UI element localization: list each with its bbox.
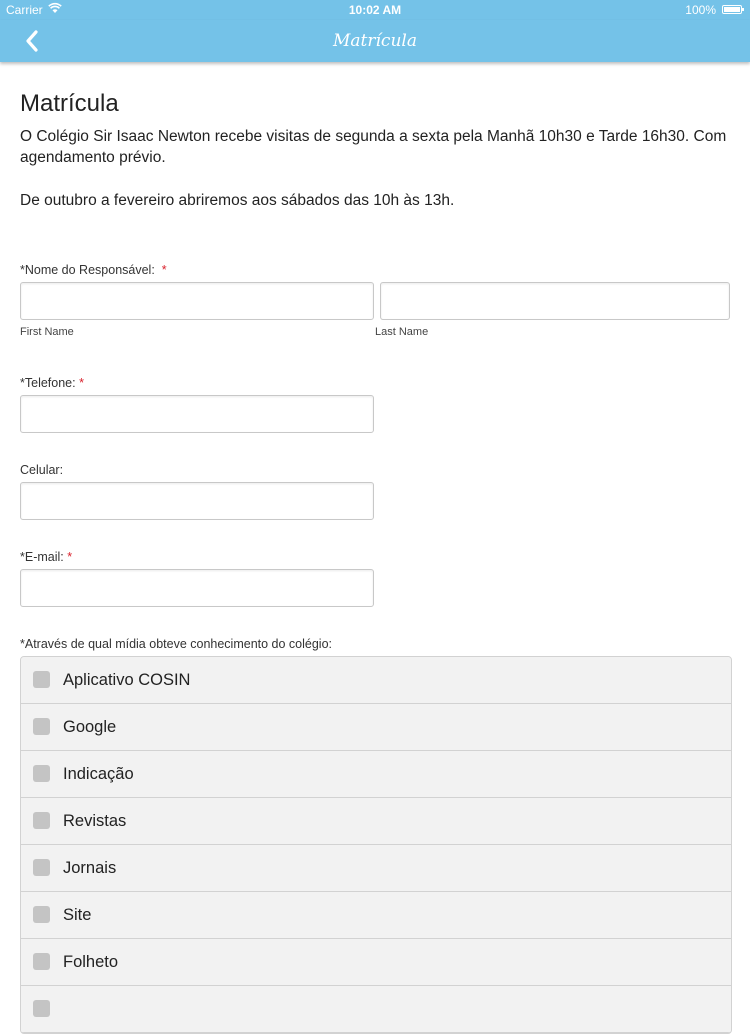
checkbox-icon[interactable] <box>33 765 50 782</box>
required-mark: * <box>161 263 167 277</box>
checkbox-icon[interactable] <box>33 718 50 735</box>
first-name-input[interactable] <box>20 282 374 320</box>
mobile-input[interactable] <box>20 482 374 520</box>
phone-label: *Telefone: * <box>20 376 84 390</box>
media-option-revistas[interactable] <box>21 798 731 845</box>
carrier-label: Carrier <box>6 3 43 17</box>
clock: 10:02 AM <box>348 3 402 17</box>
media-option-site[interactable] <box>21 892 731 939</box>
option-label: Site <box>63 906 92 924</box>
battery-icon <box>722 5 742 14</box>
option-label: Aplicativo COSIN <box>63 671 191 689</box>
email-label: *E-mail: * <box>20 550 73 564</box>
first-name-sublabel: First Name <box>20 326 74 338</box>
media-option-folheto[interactable] <box>21 939 731 986</box>
nav-title: Matrícula <box>333 31 417 51</box>
intro-paragraph-saturdays: De outubro a fevereiro abriremos aos sábados das 10h às 13h. <box>20 192 455 209</box>
checkbox-icon[interactable] <box>33 906 50 923</box>
checkbox-icon[interactable] <box>33 671 50 688</box>
email-input[interactable] <box>20 569 374 607</box>
option-label: Indicação <box>63 765 134 783</box>
media-option-aplicativo-cosin[interactable] <box>21 657 731 704</box>
media-option-partial[interactable] <box>21 986 731 1033</box>
media-option-jornais[interactable] <box>21 845 731 892</box>
phone-input[interactable] <box>20 395 374 433</box>
media-option-indicacao[interactable] <box>21 751 731 798</box>
status-bar <box>0 0 750 20</box>
checkbox-icon[interactable] <box>33 1000 50 1017</box>
checkbox-icon[interactable] <box>33 859 50 876</box>
option-label: Jornais <box>63 859 117 877</box>
intro-section <box>20 90 730 211</box>
required-mark: * <box>67 550 73 564</box>
checkbox-icon[interactable] <box>33 812 50 829</box>
checkbox-icon[interactable] <box>33 953 50 970</box>
media-label: *Através de qual mídia obteve conhecimento do colégio: <box>20 637 332 651</box>
navigation-bar <box>0 20 750 62</box>
option-label: Revistas <box>63 812 127 830</box>
last-name-input[interactable] <box>380 282 730 320</box>
intro-text <box>20 126 730 211</box>
battery-percentage: 100% <box>685 3 716 17</box>
media-option-google[interactable] <box>21 704 731 751</box>
option-label: Folheto <box>63 953 119 971</box>
required-mark: * <box>79 376 84 390</box>
media-checkbox-list <box>20 656 732 1034</box>
option-label: Google <box>63 718 117 736</box>
last-name-sublabel: Last Name <box>375 326 429 338</box>
name-label: *Nome do Responsável: * <box>20 263 167 277</box>
page-title: Matrícula <box>20 90 119 117</box>
mobile-label: Celular: <box>20 463 64 477</box>
intro-paragraph-visits: O Colégio Sir Isaac Newton recebe visitas de segunda a sexta pela Manhã 10h30 e Tarde 16h30. Com agendamento prévio. <box>20 128 727 166</box>
